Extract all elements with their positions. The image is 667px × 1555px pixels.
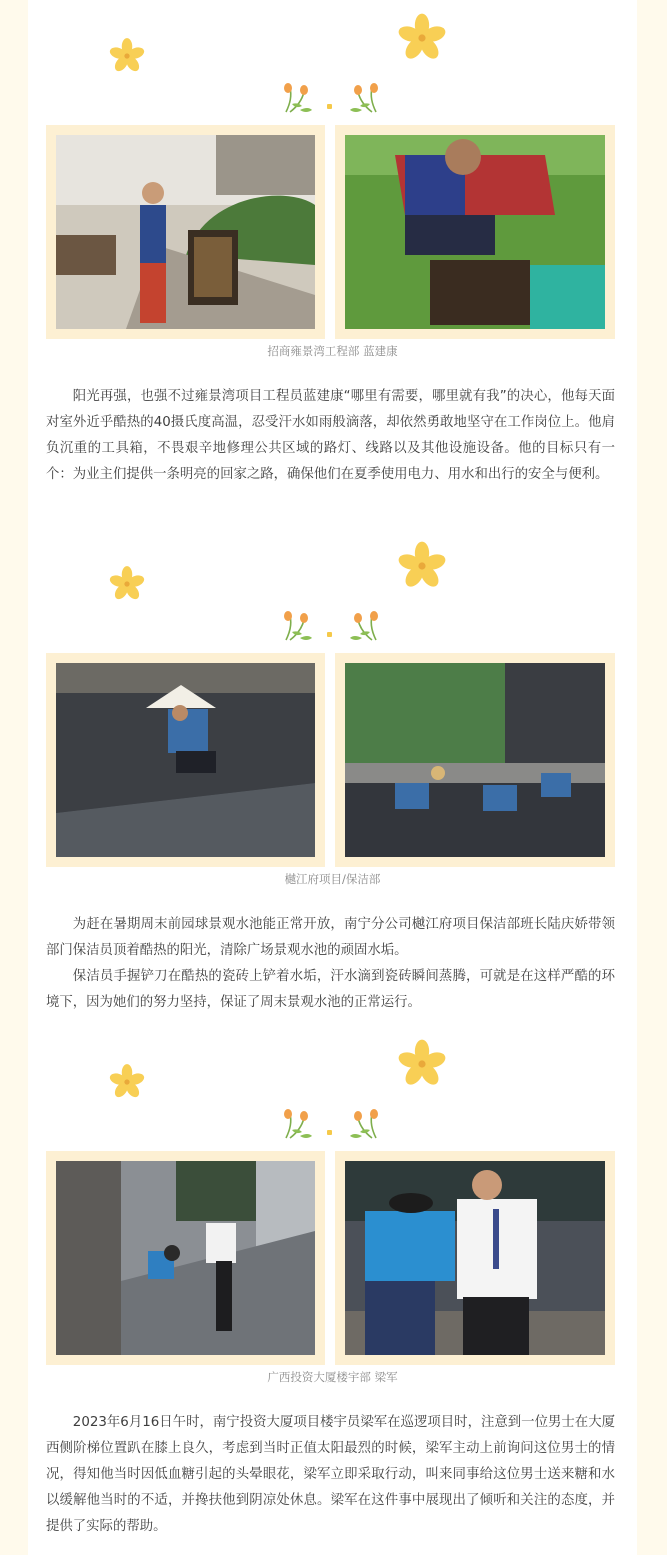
sprig-icon [346, 1108, 382, 1142]
sprig-divider [0, 1108, 667, 1144]
sprig-icon [280, 82, 316, 116]
photo-frame [46, 1151, 325, 1365]
sprig-icon [346, 610, 382, 644]
photo-security-guard [345, 1161, 605, 1355]
photo-caption: 招商雍景湾工程部 蓝建康 [267, 344, 398, 358]
section-body [46, 1410, 615, 1540]
paragraph: 保洁员手握铲刀在酷热的瓷砖上铲着水垢，汗水滴到瓷砖瞬间蒸腾，可就是在这样严酷的环境下，因为她们的努力坚持，保证了周末景观水池的正常运行。 [46, 969, 615, 1010]
flower-icon [105, 34, 149, 78]
photo-frame [335, 1151, 615, 1365]
flower-icon [392, 8, 452, 68]
photo-engineer-lamp [56, 135, 315, 329]
flower-icon [105, 562, 149, 606]
photo-frame [46, 653, 325, 867]
sprig-icon [280, 610, 316, 644]
paragraph: 2023年6月16日午时，南宁投资大厦项目楼宇员梁军在巡逻项目时，注意到一位男士在大厦西侧阶梯位置趴在膝上良久，考虑到当时正值太阳最烈的时候，梁军主动上前询问这位男士的情况，得知他当时因低血糖引起的头晕眼花，梁军立即采取行动，叫来同事给这位男士送来糖和水以缓解他当时的不适，并搀扶他到阴凉处休息。梁军在这件事中展现出了倾听和关注的态度，并提供了实际的帮助。 [46, 1415, 615, 1534]
photo-cleaners-team [345, 663, 605, 857]
sprig-icon [280, 1108, 316, 1142]
photo-cleaner-pool [56, 663, 315, 857]
dot-ornament [327, 104, 332, 109]
section-body [46, 912, 615, 1016]
photo-frame [335, 125, 615, 339]
photo-frame [335, 653, 615, 867]
paragraph: 为赶在暑期周末前园球景观水池能正常开放，南宁分公司樾江府项目保洁部班长陆庆娇带领部门保洁员顶着酷热的阳光，清除广场景观水池的顽固水垢。 [46, 917, 615, 958]
sprig-divider [0, 82, 667, 118]
photo-helping-man [56, 1161, 315, 1355]
photo-engineer-repair [345, 135, 605, 329]
flower-icon [105, 1060, 149, 1104]
flower-icon [392, 536, 452, 596]
flower-icon [392, 1034, 452, 1094]
section-body [46, 384, 615, 488]
photo-caption: 广西投资大厦楼宇部 梁军 [267, 1370, 398, 1384]
sprig-divider [0, 610, 667, 646]
sprig-icon [346, 82, 382, 116]
dot-ornament [327, 632, 332, 637]
photo-caption: 樾江府项目/保洁部 [284, 872, 381, 886]
photo-frame [46, 125, 325, 339]
dot-ornament [327, 1130, 332, 1135]
paragraph: 阳光再强，也强不过雍景湾项目工程员蓝建康“哪里有需要，哪里就有我”的决心，他每天面对室外近乎酷热的40摄氏度高温，忍受汗水如雨般滴落，却依然勇敢地坚守在工作岗位上。他肩负沉重的工具箱，不畏艰辛地修理公共区域的路灯、线路以及其他设施设备。他的目标只有一个：为业主们提供一条明亮的回家之路，确保他们在夏季使用电力、用水和出行的安全与便利。 [46, 389, 615, 482]
